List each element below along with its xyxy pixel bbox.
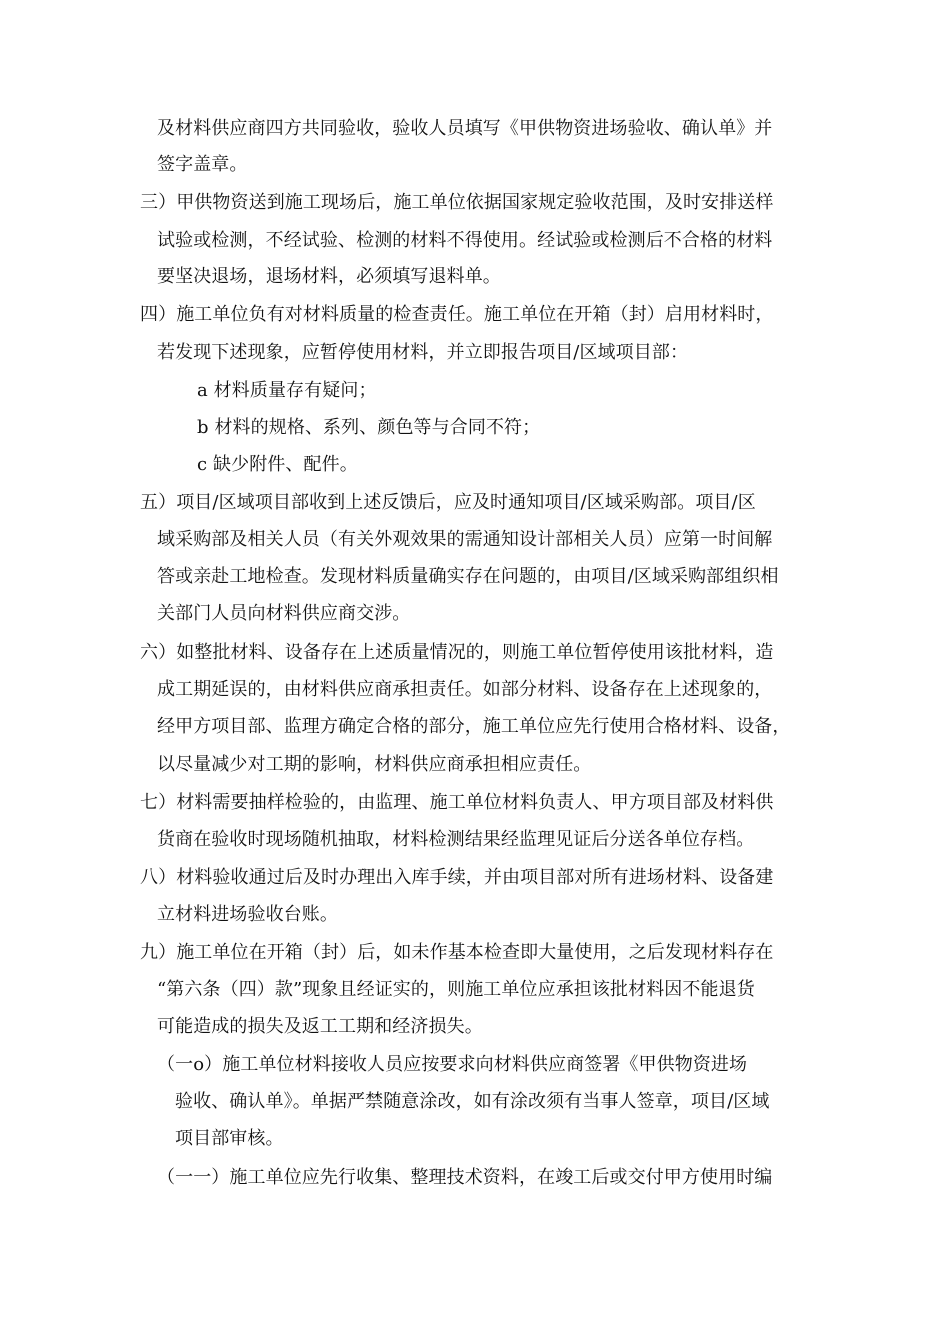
text-line: 三）甲供物资送到施工现场后，施工单位依据国家规定验收范围，及时安排送样 [140, 192, 774, 213]
text-line: （一一）施工单位应先行收集、整理技术资料，在竣工后或交付甲方使用时编 [157, 1167, 773, 1188]
text-line: 四）施工单位负有对材料质量的检查责任。施工单位在开箱（封）启用材料时， [140, 304, 774, 325]
text-line: “第六条（四）款”现象且经证实的，则施工单位应承担该批材料因不能退货 [157, 979, 755, 1000]
text-line: 若发现下述现象，应暂停使用材料，并立即报告项目/区域项目部： [157, 342, 689, 363]
text-line: 可能造成的损失及返工工期和经济损失。 [157, 1016, 483, 1037]
list-item: b 材料的规格、系列、颜色等与合同不符； [197, 417, 541, 438]
text-line: 货商在验收时现场随机抽取，材料检测结果经监理见证后分送各单位存档。 [157, 829, 755, 850]
list-item: c 缺少附件、配件。 [197, 454, 358, 475]
text-line: 关部门人员向材料供应商交涉。 [157, 603, 411, 624]
text-line: 签字盖章。 [157, 154, 248, 175]
text-line: 八）材料验收通过后及时办理出入库手续，并由项目部对所有进场材料、设备建 [140, 867, 774, 888]
text-line: 以尽量减少对工期的影响，材料供应商承担相应责任。 [157, 754, 592, 775]
text-line: 项目部审核。 [175, 1128, 284, 1149]
text-line: 立材料进场验收台账。 [157, 904, 338, 925]
text-line: 五）项目/区域项目部收到上述反馈后，应及时通知项目/区域采购部。项目/区 [140, 492, 756, 513]
text-line: 验收、确认单》。单据严禁随意涂改，如有涂改须有当事人签章，项目/区域 [175, 1091, 770, 1112]
list-item: a 材料质量存有疑问； [197, 380, 377, 401]
text-line: 九）施工单位在开箱（封）后，如未作基本检查即大量使用，之后发现材料存在 [140, 942, 774, 963]
text-line: （一o）施工单位材料接收人员应按要求向材料供应商签署《甲供物资进场 [157, 1054, 748, 1075]
text-line: 试验或检测，不经试验、检测的材料不得使用。经试验或检测后不合格的材料 [157, 230, 773, 251]
text-line: 七）材料需要抽样检验的，由监理、施工单位材料负责人、甲方项目部及材料供 [140, 792, 774, 813]
text-line: 域采购部及相关人员（有关外观效果的需通知设计部相关人员）应第一时间解 [157, 529, 773, 550]
text-line: 要坚决退场，退场材料，必须填写退料单。 [157, 266, 501, 287]
text-line: 六）如整批材料、设备存在上述质量情况的，则施工单位暂停使用该批材料，造 [140, 642, 774, 663]
text-line: 及材料供应商四方共同验收，验收人员填写《甲供物资进场验收、确认单》并 [157, 118, 773, 139]
text-line: 答或亲赴工地检查。发现材料质量确实存在问题的，由项目/区域采购部组织相 [157, 566, 779, 587]
text-line: 成工期延误的，由材料供应商承担责任。如部分材料、设备存在上述现象的， [157, 679, 773, 700]
text-line: 经甲方项目部、监理方确定合格的部分，施工单位应先行使用合格材料、设备， [157, 716, 791, 737]
